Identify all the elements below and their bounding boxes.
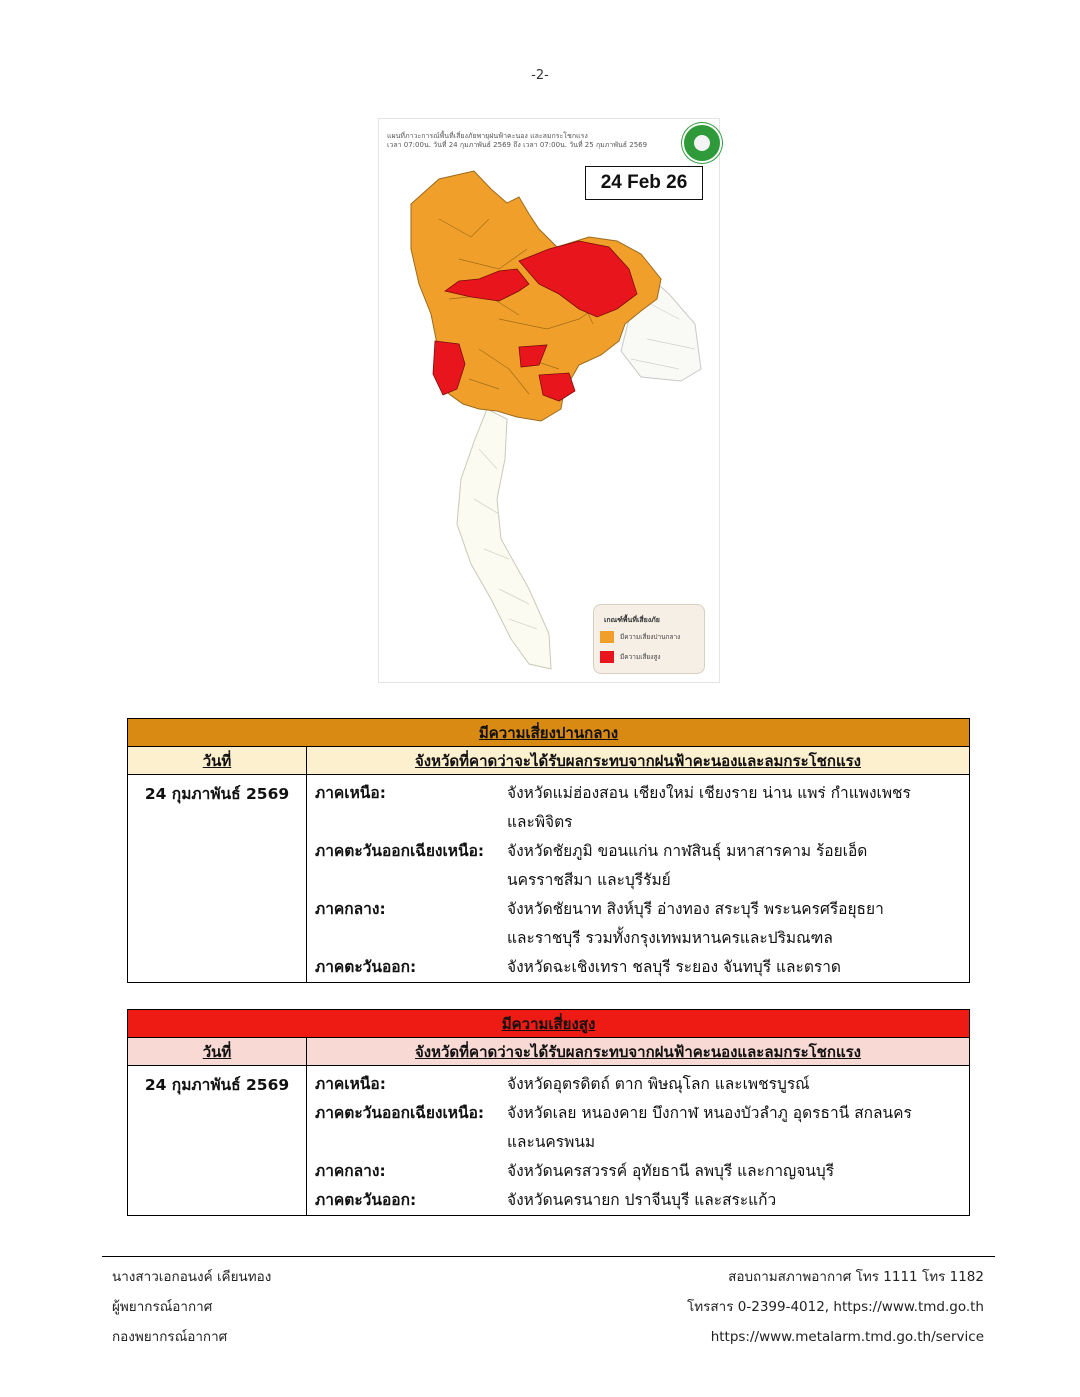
region-provinces bbox=[507, 1099, 969, 1157]
table-band-title: มีความเสี่ยงสูง bbox=[128, 1010, 970, 1038]
footer-divider bbox=[102, 1256, 995, 1257]
region-provinces bbox=[507, 837, 969, 895]
column-header-date: วันที่ bbox=[128, 747, 307, 775]
map-header-line1: แผนที่ภาวะการณ์พื้นที่เสี่ยงภัยพายุฝนฟ้าคะนอง และลมกระโชกแรง bbox=[387, 132, 588, 140]
table-band-title: มีความเสี่ยงปานกลาง bbox=[128, 719, 970, 747]
province-line: จังหวัดเลย หนองคาย บึงกาฬ หนองบัวลำภู อุดรธานี สกลนคร bbox=[507, 1104, 912, 1122]
moderate-risk-table bbox=[127, 718, 970, 983]
legend-title: เกณฑ์พื้นที่เสี่ยงภัย bbox=[604, 616, 660, 624]
region-row bbox=[315, 1070, 969, 1099]
region-provinces bbox=[507, 1070, 969, 1099]
map-header bbox=[387, 132, 667, 150]
region-name: ภาคกลาง: bbox=[315, 1162, 386, 1180]
region-provinces bbox=[507, 779, 969, 837]
map-date-label: 24 Feb 26 bbox=[585, 166, 703, 200]
region-name: ภาคตะวันออก: bbox=[315, 1191, 417, 1209]
contact-phone: สอบถามสภาพอากาศ โทร 1111 โทร 1182 bbox=[728, 1269, 984, 1285]
map-legend bbox=[593, 604, 705, 674]
legend-item bbox=[600, 651, 661, 663]
date-cell: 24 กุมภาพันธ์ 2569 bbox=[128, 1066, 307, 1216]
province-line: และพิจิตร bbox=[507, 813, 573, 831]
footer-forecaster bbox=[112, 1262, 271, 1352]
contact-service-link[interactable]: https://www.metalarm.tmd.go.th/service bbox=[710, 1329, 984, 1345]
province-line: จังหวัดแม่ฮ่องสอน เชียงใหม่ เชียงราย น่าน แพร่ กำแพงเพชร bbox=[507, 784, 911, 802]
legend-item bbox=[600, 631, 680, 643]
high-risk-table bbox=[127, 1009, 970, 1216]
region-name: ภาคตะวันออกเฉียงเหนือ: bbox=[315, 842, 485, 860]
region-row bbox=[315, 953, 969, 982]
region-row bbox=[315, 837, 969, 895]
forecaster-name: นางสาวเอกอนงค์ เคียนทอง bbox=[112, 1269, 272, 1285]
province-line: และนครพนม bbox=[507, 1133, 596, 1151]
region-name: ภาคเหนือ: bbox=[315, 784, 386, 802]
region-row bbox=[315, 1099, 969, 1157]
legend-swatch-moderate bbox=[600, 631, 614, 643]
footer-contact bbox=[687, 1262, 984, 1352]
regions-cell bbox=[307, 775, 970, 983]
column-header-provinces: จังหวัดที่คาดว่าจะได้รับผลกระทบจากฝนฟ้าคะนองและลมกระโชกแรง bbox=[307, 1038, 970, 1066]
page-number: -2- bbox=[531, 68, 549, 83]
region-row bbox=[315, 779, 969, 837]
tmd-logo-icon bbox=[682, 123, 722, 163]
region-provinces bbox=[507, 953, 969, 982]
region-provinces bbox=[507, 1157, 969, 1186]
risk-map bbox=[378, 118, 720, 683]
thailand-map-graphic bbox=[379, 119, 719, 682]
forecaster-title: ผู้พยากรณ์อากาศ bbox=[112, 1299, 213, 1315]
province-line: จังหวัดอุตรดิตถ์ ตาก พิษณุโลก และเพชรบูรณ์ bbox=[507, 1075, 810, 1093]
province-line: จังหวัดนครสวรรค์ อุทัยธานี ลพบุรี และกาญจนบุรี bbox=[507, 1162, 835, 1180]
province-line: จังหวัดชัยนาท สิงห์บุรี อ่างทอง สระบุรี พระนครศรีอยุธยา bbox=[507, 900, 884, 918]
province-line: นครราชสีมา และบุรีรัมย์ bbox=[507, 871, 671, 889]
forecaster-division: กองพยากรณ์อากาศ bbox=[112, 1329, 228, 1345]
region-name: ภาคตะวันออกเฉียงเหนือ: bbox=[315, 1104, 485, 1122]
region-row bbox=[315, 895, 969, 953]
regions-cell bbox=[307, 1066, 970, 1216]
province-line: จังหวัดฉะเชิงเทรา ชลบุรี ระยอง จันทบุรี และตราด bbox=[507, 958, 841, 976]
province-line: จังหวัดนครนายก ปราจีนบุรี และสระแก้ว bbox=[507, 1191, 777, 1209]
region-name: ภาคเหนือ: bbox=[315, 1075, 386, 1093]
date-cell: 24 กุมภาพันธ์ 2569 bbox=[128, 775, 307, 983]
province-line: และราชบุรี รวมทั้งกรุงเทพมหานครและปริมณฑล bbox=[507, 929, 833, 947]
region-provinces bbox=[507, 1186, 969, 1215]
column-header-date: วันที่ bbox=[128, 1038, 307, 1066]
contact-fax-website[interactable]: โทรสาร 0-2399-4012, https://www.tmd.go.th bbox=[687, 1299, 984, 1315]
region-provinces bbox=[507, 895, 969, 953]
region-name: ภาคกลาง: bbox=[315, 900, 386, 918]
legend-label: มีความเสี่ยงสูง bbox=[620, 653, 661, 661]
legend-swatch-high bbox=[600, 651, 614, 663]
region-name: ภาคตะวันออก: bbox=[315, 958, 417, 976]
region-row bbox=[315, 1157, 969, 1186]
south-region-shape bbox=[457, 409, 551, 669]
region-row bbox=[315, 1186, 969, 1215]
column-header-provinces: จังหวัดที่คาดว่าจะได้รับผลกระทบจากฝนฟ้าคะนองและลมกระโชกแรง bbox=[307, 747, 970, 775]
legend-label: มีความเสี่ยงปานกลาง bbox=[620, 633, 681, 641]
province-line: จังหวัดชัยภูมิ ขอนแก่น กาฬสินธุ์ มหาสารคาม ร้อยเอ็ด bbox=[507, 842, 868, 860]
map-header-line2: เวลา 07:00น. วันที่ 24 กุมภาพันธ์ 2569 ถึง เวลา 07:00น. วันที่ 25 กุมภาพันธ์ 2569 bbox=[387, 141, 648, 149]
